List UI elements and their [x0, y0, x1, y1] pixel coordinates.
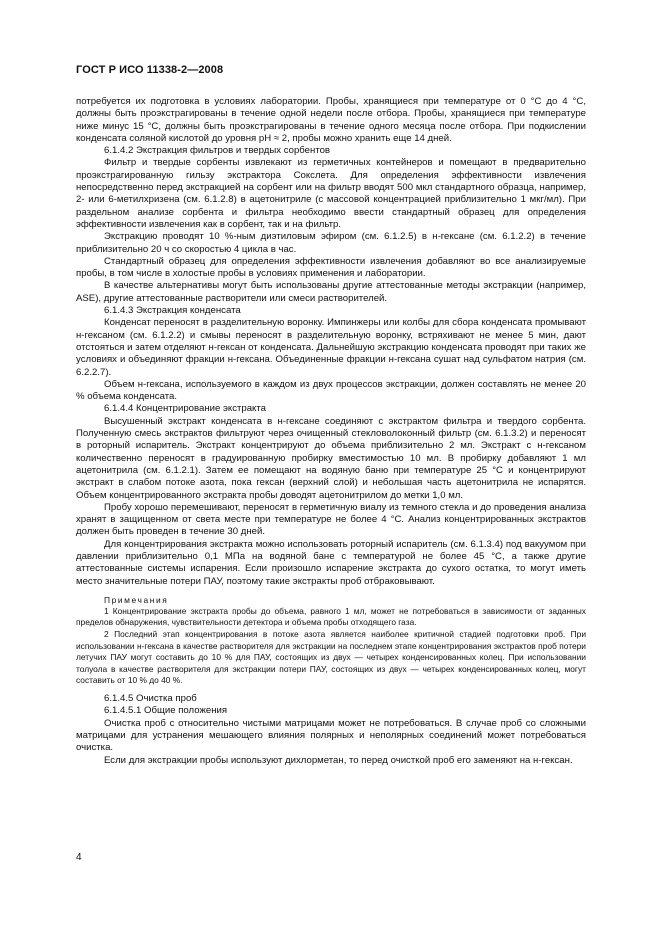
notes-title: Примечания — [104, 594, 169, 605]
note-item: 1 Концентрирование экстракта пробы до объема, равного 1 мл, может не потребоваться в зависимости от заданных пределов обнаружения, чувствительности детектора и объема пробы отходящего газа. — [76, 605, 586, 628]
body-paragraph: Стандартный образец для определения эффективности извлечения добавляют во все анализируемые пробы, в том числе в холостые пробы в условиях применения и лаборатории. — [76, 255, 586, 280]
body-paragraph: Экстракцию проводят 10 %-ным диэтиловым эфиром (см. 6.1.2.5) в н-гексане (см. 6.1.2.2) в течение приблизительно 20 ч со скоростью 4 цикла в час. — [76, 231, 586, 255]
page-number: 4 — [76, 852, 82, 863]
document-header: ГОСТ Р ИСО 11338-2—2008 — [76, 64, 224, 76]
body-paragraph: В качестве альтернативы могут быть использованы другие аттестованные методы экстракции (например, ASE), другие аттестованные растворители или смеси растворителей. — [76, 280, 586, 304]
body-paragraph: потребуется их подготовка в условиях лаборатории. Пробы, хранящиеся при температуре от 0 °С до 4 °С, должны быть проэкстрагированы в течение одной недели после отбора. Пробы, хранящиеся при температуре ниже минус 15 °С, должны быть проэкстрагированы в течение одного месяца после отбора. При подкислении конденсата соляной кислотой до уровня pH ≈ 2, пробы можно хранить еще 14 дней. — [76, 96, 586, 144]
section-heading: 6.1.4.2 Экстракция фильтров и твердых сорбентов — [104, 145, 331, 157]
body-paragraph: Фильтр и твердые сорбенты извлекают из герметичных контейнеров и помещают в предварительно проэкстрагированную гильзу экстрактора Сокслета. Для определения эффективности извлечения непосредственно перед экстракцией на сорбент или на фильтр вводят 500 мкл стандартного образца, например, 2- или 6-метилхризена (см. 6.1.2.8) в ацетонитриле (с массовой концентрацией приблизительно 1 мкг/мл). При раздельном анализе сорбента и фильтра необходимо ввести стандартный образец для определения эффективности извлечения как в сорбент, так и на фильтр. — [76, 157, 586, 230]
body-paragraph: Конденсат переносят в разделительную воронку. Импинжеры или колбы для сбора конденсата промывают н-гексаном (см. 6.1.2.2) и смывы переносят в разделительную воронку, встряхивают не менее 5 мин, дают отстояться и затем отделяют н-гексан от конденсата. Дальнейшую экстракцию конденсата проводят при таких же условиях и объединяют фракции н-гексана. Объединенные фракции н-гексана сушат над сульфатом натрия (см. 6.2.2.7). — [76, 317, 586, 378]
body-paragraph: Для концентрирования экстракта можно использовать роторный испаритель (см. 6.1.3.4) под вакуумом при давлении приблизительно 0,1 МПа на водяной бане с температурой не более 45 °С, а также другие аттестованные системы испарения. Если произошло испарение экстракта до сухого остатка, то могут иметь место значительные потери ПАУ, поэтому такие экстракты проб отбраковывают. — [76, 538, 586, 587]
body-paragraph: Если для экстракции пробы используют дихлорметан, то перед очисткой проб его заменяют на н-гексан. — [104, 754, 573, 766]
note-item: 2 Последний этап концентрирования в потоке азота является наиболее критичной стадией подготовки проб. При использовании н-гексана в качестве растворителя для экстракции на последнем этапе концентрирования экстрактов проб потери летучих ПАУ могут составить до 10 % для ПАУ, состоящих из двух — четырех конденсированных колец. При использовании толуола в качестве растворителя для экстракции потери ПАУ, состоящих из двух — четырех конденсированных колец, могут составить от 10 % до 40 %. — [76, 629, 586, 686]
section-heading: 6.1.4.4 Концентрирование экстракта — [104, 403, 266, 415]
body-paragraph: Очистка проб с относительно чистыми матрицами может не потребоваться. В случае проб со сложными матрицами для устранения мешающего влияния полярных и неполярных соединений может потребоваться очистка. — [76, 717, 586, 754]
section-heading: 6.1.4.3 Экстракция конденсата — [104, 305, 241, 317]
document-body — [76, 96, 586, 767]
body-paragraph: Объем н-гексана, используемого в каждом из двух процессов экстракции, должен составлять не менее 20 % объема конденсата. — [76, 378, 586, 403]
section-heading: 6.1.4.5.1 Общие положения — [104, 705, 228, 717]
section-heading: 6.1.4.5 Очистка проб — [104, 693, 197, 705]
body-paragraph: Пробу хорошо перемешивают, переносят в герметичную виалу из темного стекла и до проведения анализа хранят в защищенном от света месте при температуре не более 4 °С. Анализ концентрированных экстрактов должен быть проведен в течение 30 дней. — [76, 501, 586, 538]
body-paragraph: Высушенный экстракт конденсата в н-гексане соединяют с экстрактом фильтра и твердого сорбента. Полученную смесь экстрактов фильтруют через очищенный стекловолоконный фильтр (см. 6.1.3.2) и переносят в роторный испаритель. Экстракт концентрируют до объема приблизительно 2 мл. Экстракт с н-гексаном количественно переносят в градуированную пробирку вместимостью 10 мл. В пробирку добавляют 1 мл ацетонитрила (см. 6.1.2.1). Затем ее помещают на водяную баню при температуре 25 °С и концентрируют экстракт в слабом потоке азота, пока гексан (верхний слой) и небольшая часть ацетонитрила не испарятся. Объем концентрированного экстракта пробы доводят ацетонитрилом до метки 1,0 мл. — [76, 415, 586, 501]
